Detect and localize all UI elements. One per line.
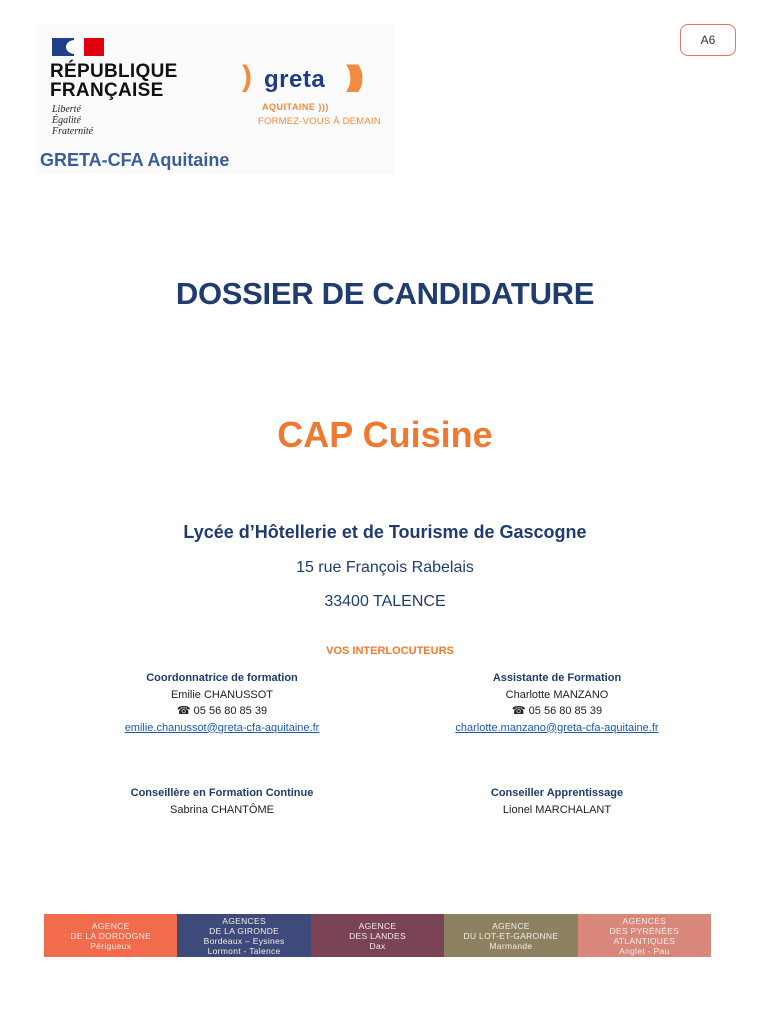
agency-line: Marmande bbox=[489, 940, 533, 951]
contact-role: Conseillère en Formation Continue bbox=[130, 787, 314, 799]
formation-title: CAP Cuisine bbox=[277, 414, 493, 455]
contact-role: Coordonnatrice de formation bbox=[146, 672, 298, 684]
agency-line: DE LA GIRONDE bbox=[209, 925, 280, 936]
agency-line: AGENCES bbox=[222, 915, 266, 926]
agency-line: DU LOT-ET-GARONNE bbox=[463, 930, 559, 941]
greta-logo bbox=[242, 60, 392, 130]
document-title: DOSSIER DE CANDIDATURE bbox=[175, 276, 595, 311]
contact-role: Assistante de Formation bbox=[492, 672, 622, 684]
agency-line: Périgueux bbox=[90, 940, 132, 951]
page-code-badge: A6 bbox=[680, 24, 736, 56]
agency-line: AGENCE bbox=[492, 920, 530, 931]
contact-name: Lionel MARCHALANT bbox=[502, 803, 612, 816]
contact-coordinator bbox=[72, 670, 372, 736]
agency-line: Lormont - Talence bbox=[207, 945, 281, 956]
agency-line: DES LANDES bbox=[349, 930, 406, 941]
contact-email-link[interactable]: charlotte.manzano@greta-cfa-aquitaine.fr bbox=[455, 721, 659, 734]
contact-assistant bbox=[407, 670, 707, 736]
agency-line: DES PYRÉNÉES bbox=[609, 925, 680, 936]
agency-line: Dax bbox=[369, 940, 386, 951]
address-city: 33400 TALENCE bbox=[324, 593, 446, 610]
marianne-flag-icon bbox=[52, 38, 104, 56]
agencies-bar bbox=[44, 914, 711, 957]
contact-name: Sabrina CHANTÔME bbox=[170, 803, 274, 816]
republic-motto: Liberté Égalité Fraternité bbox=[52, 104, 94, 137]
agency-box bbox=[177, 914, 310, 957]
greta-waves-icon: ))) bbox=[346, 60, 358, 93]
agency-box bbox=[44, 914, 177, 957]
greta-bracket-icon: ) bbox=[242, 60, 252, 93]
contact-phone: ☎ 05 56 80 85 39 bbox=[176, 705, 268, 717]
school-name: Lycée d’Hôtellerie et de Tourisme de Gascogne bbox=[183, 522, 587, 542]
contact-continuing-advisor bbox=[72, 785, 372, 818]
contacts-heading: VOS INTERLOCUTEURS bbox=[326, 645, 454, 657]
agency-line: DE LA DORDOGNE bbox=[70, 930, 152, 941]
contact-apprenticeship-advisor bbox=[407, 785, 707, 818]
header-logos bbox=[36, 24, 394, 174]
agency-line: AGENCES bbox=[622, 915, 667, 926]
agency-box bbox=[578, 914, 711, 957]
agency-line: ATLANTIQUES bbox=[613, 935, 676, 946]
agency-box bbox=[444, 914, 577, 957]
contact-phone: ☎ 05 56 80 85 39 bbox=[511, 705, 603, 717]
agency-box bbox=[311, 914, 444, 957]
contact-email-link[interactable]: emilie.chanussot@greta-cfa-aquitaine.fr bbox=[124, 721, 320, 734]
contact-name: Charlotte MANZANO bbox=[505, 688, 609, 701]
agency-line: AGENCE bbox=[91, 920, 130, 931]
agency-line: AGENCE bbox=[358, 920, 397, 931]
contact-role: Conseiller Apprentissage bbox=[490, 787, 624, 799]
greta-slogan: FORMEZ-VOUS À DEMAIN bbox=[258, 116, 381, 127]
greta-region: AQUITAINE ))) bbox=[262, 102, 329, 112]
republic-name: RÉPUBLIQUE FRANÇAISE bbox=[50, 61, 178, 101]
agency-line: Bordeaux – Eysines bbox=[203, 935, 285, 946]
contact-name: Emilie CHANUSSOT bbox=[170, 688, 274, 701]
greta-wordmark: greta bbox=[264, 66, 326, 93]
agency-line: Anglet - Pau bbox=[619, 945, 670, 956]
organization-name: GRETA-CFA Aquitaine bbox=[40, 150, 230, 170]
address-street: 15 rue François Rabelais bbox=[296, 559, 474, 576]
